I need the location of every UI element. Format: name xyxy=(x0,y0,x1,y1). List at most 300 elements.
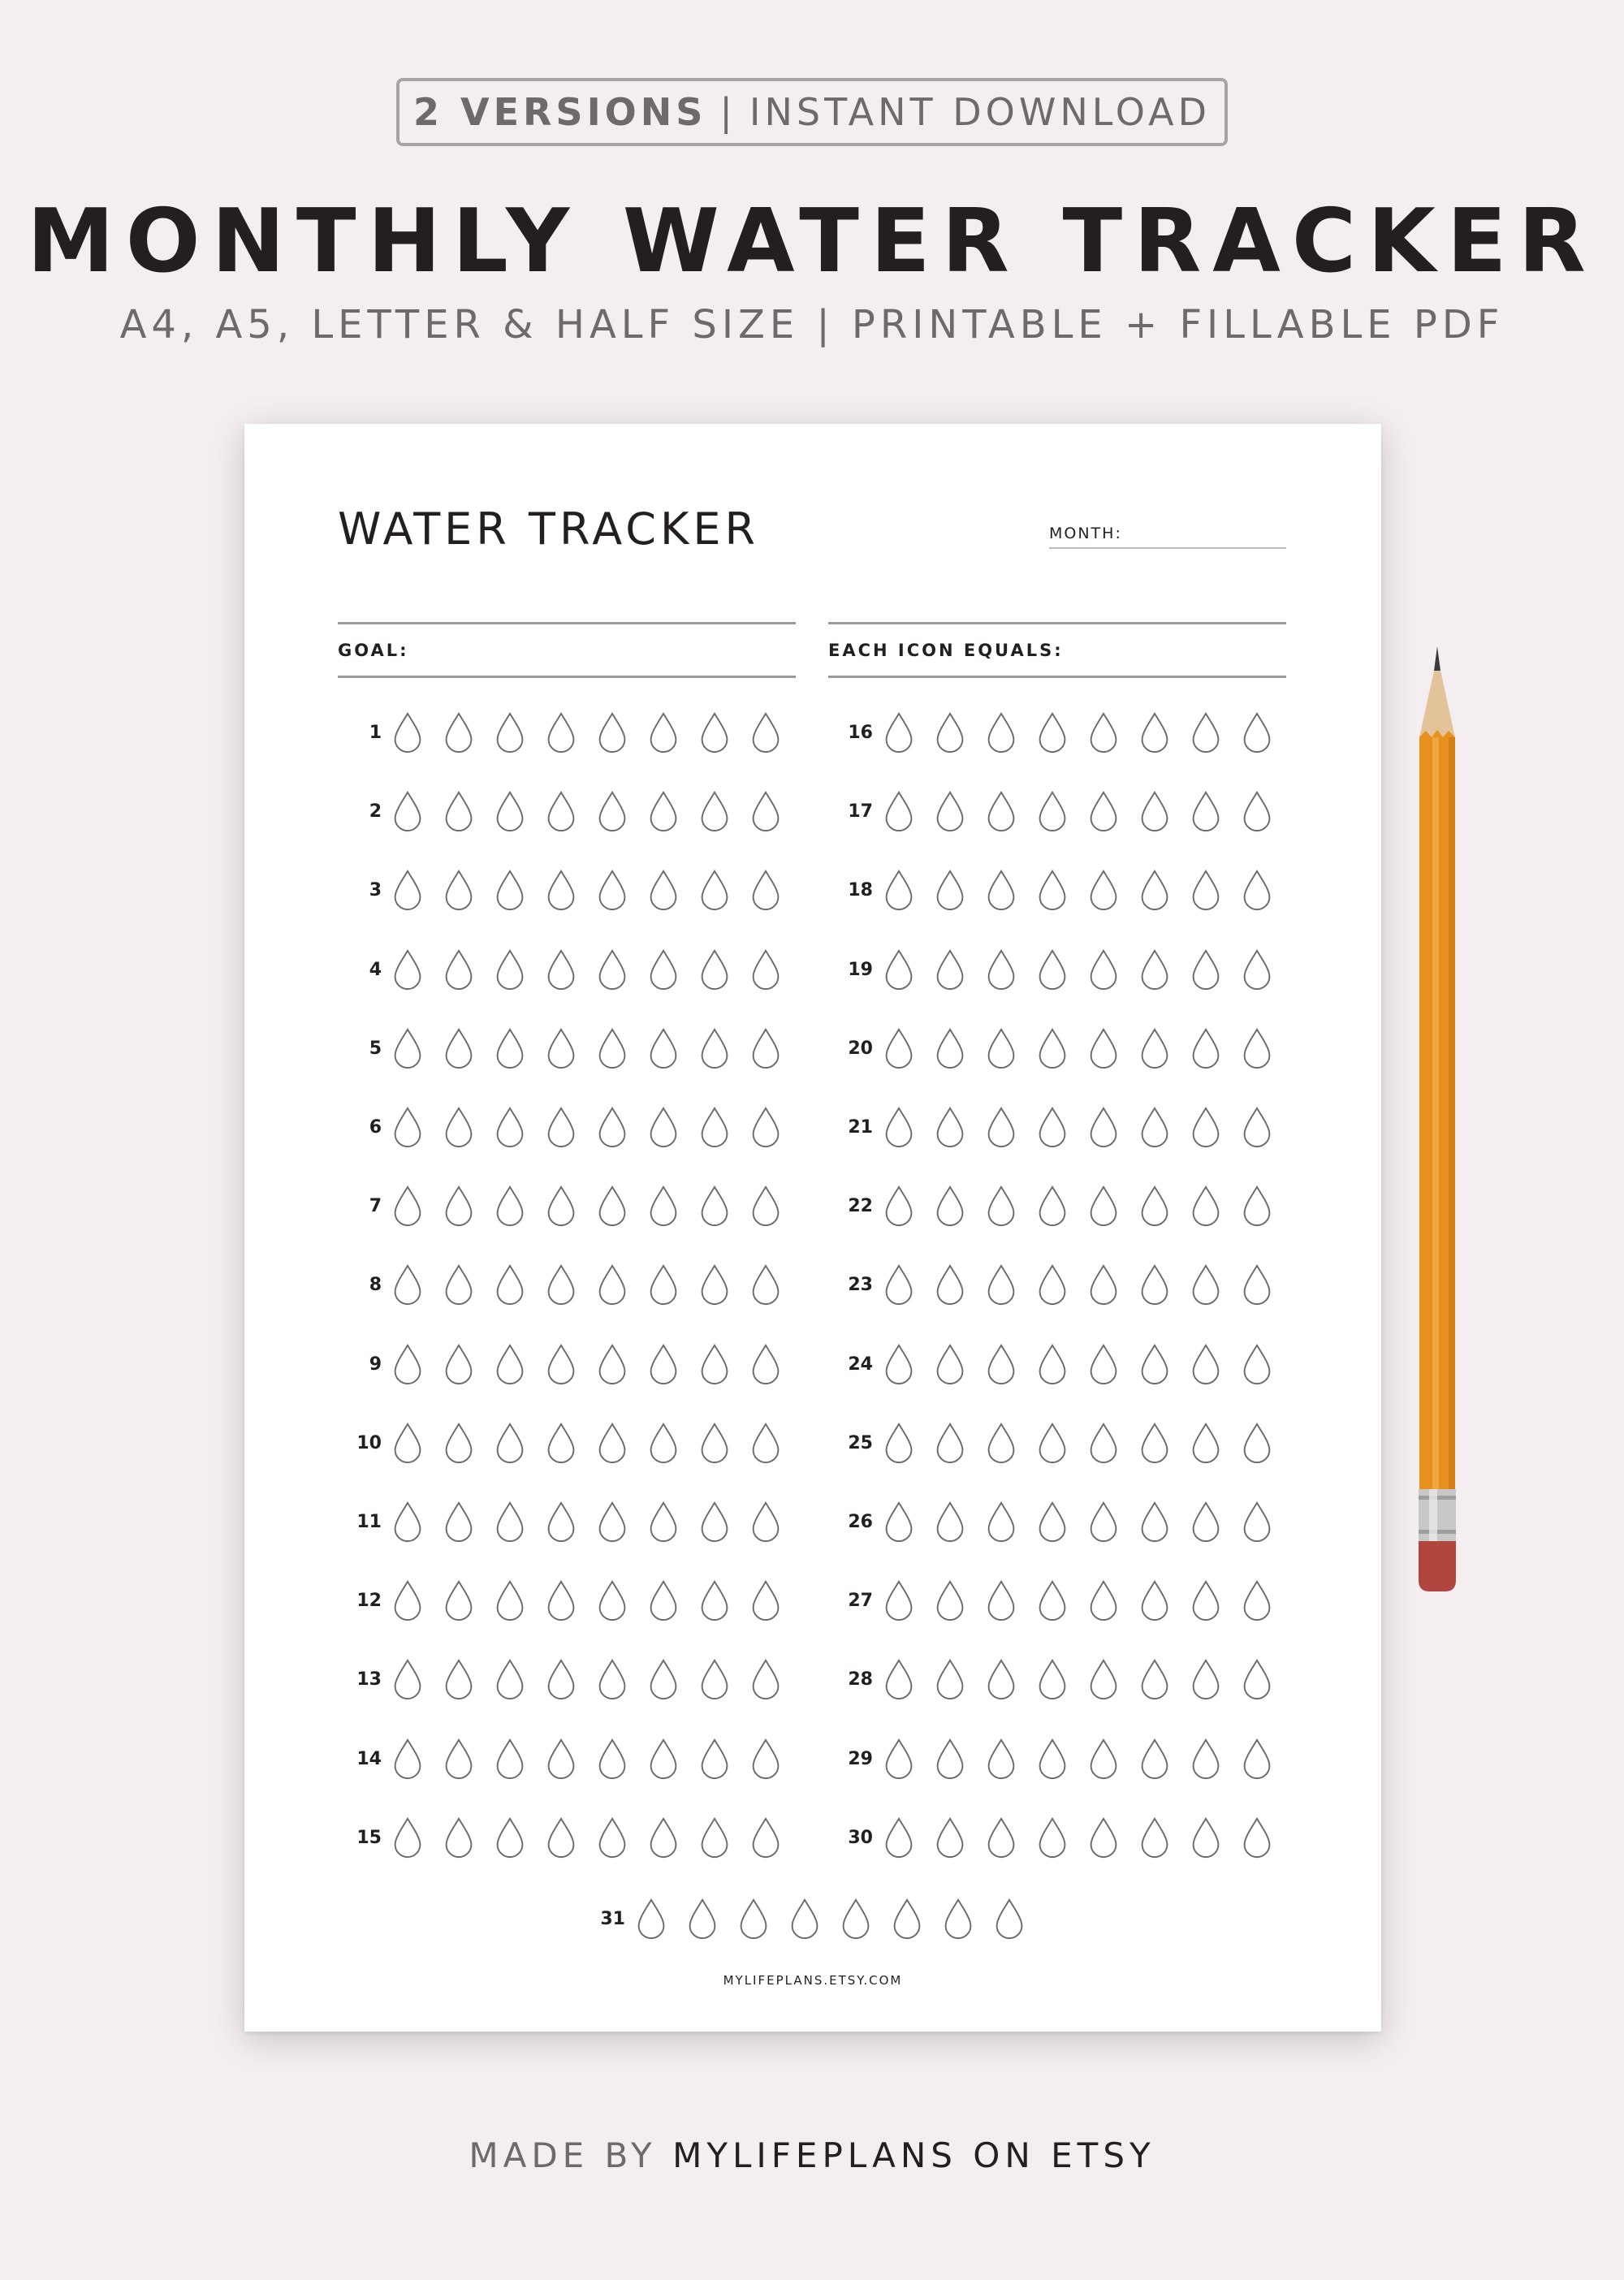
water-drop-icon[interactable] xyxy=(699,1028,730,1070)
water-drop-icon[interactable] xyxy=(1190,870,1221,912)
water-drop-icon[interactable] xyxy=(648,870,679,912)
water-drop-icon[interactable] xyxy=(840,1898,871,1941)
water-drop-icon[interactable] xyxy=(1037,1423,1068,1465)
water-drop-icon[interactable] xyxy=(1242,1659,1272,1701)
water-drop-icon[interactable] xyxy=(1190,1817,1221,1859)
water-drop-icon[interactable] xyxy=(935,1264,965,1306)
water-drop-icon[interactable] xyxy=(699,1423,730,1465)
water-drop-icon[interactable] xyxy=(392,1264,423,1306)
water-drop-icon[interactable] xyxy=(495,791,525,833)
water-drop-icon[interactable] xyxy=(750,1501,781,1544)
water-drop-icon[interactable] xyxy=(648,712,679,754)
water-drop-icon[interactable] xyxy=(1088,1028,1119,1070)
water-drop-icon[interactable] xyxy=(935,1107,965,1149)
day-number: 31 xyxy=(600,1909,625,1929)
water-drop-icon[interactable] xyxy=(597,712,628,754)
water-drop-icon[interactable] xyxy=(392,1738,423,1781)
water-drop-icon[interactable] xyxy=(935,1028,965,1070)
water-drop-icon[interactable] xyxy=(687,1898,718,1941)
water-drop-icon[interactable] xyxy=(1190,1423,1221,1465)
water-drop-icon[interactable] xyxy=(699,1107,730,1149)
icon-equals-bottom-rule[interactable] xyxy=(828,676,1286,678)
day-row xyxy=(325,1341,799,1389)
water-drop-icon[interactable] xyxy=(883,949,914,991)
day-number: 7 xyxy=(369,1196,382,1217)
water-drop-icon[interactable] xyxy=(935,712,965,754)
water-drop-icon[interactable] xyxy=(495,870,525,912)
water-drop-icon[interactable] xyxy=(883,1580,914,1622)
water-drop-icon[interactable] xyxy=(546,1659,577,1701)
water-drop-icon[interactable] xyxy=(986,712,1017,754)
day-row xyxy=(816,1261,1290,1310)
water-drop-icon[interactable] xyxy=(883,1738,914,1781)
water-drop-icon[interactable] xyxy=(883,1028,914,1070)
water-drop-icon[interactable] xyxy=(699,791,730,833)
water-drop-icon[interactable] xyxy=(883,870,914,912)
water-drop-icon[interactable] xyxy=(1037,1738,1068,1781)
water-drop-icon[interactable] xyxy=(443,791,474,833)
water-drop-icon[interactable] xyxy=(648,1107,679,1149)
water-drop-icon[interactable] xyxy=(935,791,965,833)
goal-label: GOAL: xyxy=(338,641,409,660)
water-drop-icon[interactable] xyxy=(986,1817,1017,1859)
water-drop-icon[interactable] xyxy=(935,1817,965,1859)
water-drop-icon[interactable] xyxy=(750,1738,781,1781)
water-drop-icon[interactable] xyxy=(443,870,474,912)
water-drop-icon[interactable] xyxy=(392,1501,423,1544)
water-drop-icon[interactable] xyxy=(597,1344,628,1386)
water-drop-icon[interactable] xyxy=(392,712,423,754)
water-drop-icon[interactable] xyxy=(986,1501,1017,1544)
sheet-title: WATER TRACKER xyxy=(338,503,760,555)
water-drop-icon[interactable] xyxy=(1037,1580,1068,1622)
water-drop-icon[interactable] xyxy=(1037,949,1068,991)
water-drop-icon[interactable] xyxy=(986,1185,1017,1228)
versions-label: 2 VERSIONS xyxy=(412,90,707,134)
water-drop-icon[interactable] xyxy=(495,1028,525,1070)
water-drop-icon[interactable] xyxy=(495,1738,525,1781)
water-drop-icon[interactable] xyxy=(986,1580,1017,1622)
day-row xyxy=(325,1419,799,1468)
water-drop-icon[interactable] xyxy=(1037,870,1068,912)
water-drop-icon[interactable] xyxy=(495,1107,525,1149)
water-drop-icon[interactable] xyxy=(1088,1185,1119,1228)
water-drop-icon[interactable] xyxy=(392,1107,423,1149)
water-drop-icon[interactable] xyxy=(597,1185,628,1228)
day-row xyxy=(325,1814,799,1863)
water-drop-icon[interactable] xyxy=(1139,1185,1170,1228)
water-drop-icon[interactable] xyxy=(443,1738,474,1781)
water-drop-icon[interactable] xyxy=(1242,1028,1272,1070)
water-drop-icon[interactable] xyxy=(750,1028,781,1070)
water-drop-icon[interactable] xyxy=(1139,1264,1170,1306)
water-drop-icon[interactable] xyxy=(1242,1738,1272,1781)
month-label: MONTH: xyxy=(1049,525,1122,542)
water-drop-icon[interactable] xyxy=(392,1817,423,1859)
water-drop-icon[interactable] xyxy=(597,1107,628,1149)
water-drop-icon[interactable] xyxy=(750,1264,781,1306)
water-drop-icon[interactable] xyxy=(750,1344,781,1386)
water-drop-icon[interactable] xyxy=(1088,1344,1119,1386)
water-drop-icon[interactable] xyxy=(1088,870,1119,912)
water-drop-icon[interactable] xyxy=(1088,949,1119,991)
water-drop-icon[interactable] xyxy=(597,949,628,991)
water-drop-icon[interactable] xyxy=(648,791,679,833)
day-row xyxy=(816,1025,1290,1073)
water-drop-icon[interactable] xyxy=(546,1580,577,1622)
day-row xyxy=(816,1656,1290,1704)
water-drop-icon[interactable] xyxy=(392,1344,423,1386)
day-number: 5 xyxy=(369,1038,382,1059)
water-drop-icon[interactable] xyxy=(1139,1817,1170,1859)
water-drop-icon[interactable] xyxy=(392,870,423,912)
water-drop-icon[interactable] xyxy=(699,1738,730,1781)
day-row xyxy=(325,1656,799,1704)
water-drop-icon[interactable] xyxy=(935,1738,965,1781)
day-row xyxy=(325,1498,799,1547)
water-drop-icon[interactable] xyxy=(648,1580,679,1622)
water-drop-icon[interactable] xyxy=(750,1580,781,1622)
water-drop-icon[interactable] xyxy=(750,712,781,754)
water-drop-icon[interactable] xyxy=(738,1898,769,1941)
water-drop-icon[interactable] xyxy=(935,1185,965,1228)
water-drop-icon[interactable] xyxy=(935,1580,965,1622)
water-drop-icon[interactable] xyxy=(750,949,781,991)
water-drop-icon[interactable] xyxy=(546,1501,577,1544)
water-drop-icon[interactable] xyxy=(597,1264,628,1306)
day-number: 1 xyxy=(369,723,382,743)
water-drop-icon[interactable] xyxy=(495,1817,525,1859)
water-drop-icon[interactable] xyxy=(1037,1817,1068,1859)
water-drop-icon[interactable] xyxy=(1037,1264,1068,1306)
water-drop-icon[interactable] xyxy=(935,1344,965,1386)
water-drop-icon[interactable] xyxy=(495,1659,525,1701)
icon-equals-label: EACH ICON EQUALS: xyxy=(828,641,1064,660)
day-number: 14 xyxy=(356,1748,382,1769)
water-drop-icon[interactable] xyxy=(648,1423,679,1465)
water-drop-icon[interactable] xyxy=(1037,791,1068,833)
day-row xyxy=(816,1577,1290,1626)
day-row xyxy=(325,1103,799,1152)
water-drop-icon[interactable] xyxy=(1190,1344,1221,1386)
badge-separator: | xyxy=(719,90,736,134)
water-drop-icon[interactable] xyxy=(392,791,423,833)
water-drop-icon[interactable] xyxy=(392,1659,423,1701)
water-drop-icon[interactable] xyxy=(986,791,1017,833)
water-drop-icon[interactable] xyxy=(1037,1185,1068,1228)
water-drop-icon[interactable] xyxy=(546,1817,577,1859)
water-drop-icon[interactable] xyxy=(943,1898,974,1941)
water-drop-icon[interactable] xyxy=(495,949,525,991)
month-field-line[interactable] xyxy=(1049,547,1286,549)
water-drop-icon[interactable] xyxy=(986,1028,1017,1070)
day-number: 8 xyxy=(369,1275,382,1296)
water-drop-icon[interactable] xyxy=(1190,1738,1221,1781)
water-drop-icon[interactable] xyxy=(1242,949,1272,991)
water-drop-icon[interactable] xyxy=(1088,1423,1119,1465)
water-drop-icon[interactable] xyxy=(935,949,965,991)
water-drop-icon[interactable] xyxy=(1139,1344,1170,1386)
water-drop-icon[interactable] xyxy=(883,1185,914,1228)
water-drop-icon[interactable] xyxy=(443,1817,474,1859)
water-drop-icon[interactable] xyxy=(1190,1028,1221,1070)
water-drop-icon[interactable] xyxy=(597,1423,628,1465)
water-drop-icon[interactable] xyxy=(935,1423,965,1465)
water-drop-icon[interactable] xyxy=(1242,1501,1272,1544)
water-drop-icon[interactable] xyxy=(443,1028,474,1070)
water-drop-icon[interactable] xyxy=(1088,1659,1119,1701)
day-row xyxy=(325,1182,799,1231)
water-drop-icon[interactable] xyxy=(1190,1580,1221,1622)
water-drop-icon[interactable] xyxy=(648,1185,679,1228)
day-number: 21 xyxy=(848,1117,873,1138)
water-drop-icon[interactable] xyxy=(699,1185,730,1228)
pencil-image xyxy=(1413,646,1462,1591)
water-drop-icon[interactable] xyxy=(546,1738,577,1781)
water-drop-icon[interactable] xyxy=(1139,1501,1170,1544)
water-drop-icon[interactable] xyxy=(392,1028,423,1070)
water-drop-icon[interactable] xyxy=(1242,1817,1272,1859)
water-drop-icon[interactable] xyxy=(495,1501,525,1544)
day-row xyxy=(816,1419,1290,1468)
water-drop-icon[interactable] xyxy=(636,1898,667,1941)
water-drop-icon[interactable] xyxy=(1190,1264,1221,1306)
water-drop-icon[interactable] xyxy=(1242,1423,1272,1465)
water-drop-icon[interactable] xyxy=(1088,1817,1119,1859)
water-drop-icon[interactable] xyxy=(1242,870,1272,912)
day-row xyxy=(816,866,1290,915)
water-drop-icon[interactable] xyxy=(883,1344,914,1386)
water-drop-icon[interactable] xyxy=(597,1501,628,1544)
water-drop-icon[interactable] xyxy=(883,1423,914,1465)
water-drop-icon[interactable] xyxy=(648,1817,679,1859)
day-number: 26 xyxy=(848,1512,873,1532)
water-drop-icon[interactable] xyxy=(443,1185,474,1228)
water-drop-icon[interactable] xyxy=(597,1028,628,1070)
day-row xyxy=(816,1341,1290,1389)
water-drop-icon[interactable] xyxy=(546,1028,577,1070)
water-drop-icon[interactable] xyxy=(1242,1107,1272,1149)
water-drop-icon[interactable] xyxy=(1242,791,1272,833)
icon-equals-top-rule xyxy=(828,622,1286,624)
water-drop-icon[interactable] xyxy=(1242,712,1272,754)
water-drop-icon[interactable] xyxy=(1190,1501,1221,1544)
water-drop-icon[interactable] xyxy=(1037,712,1068,754)
water-drop-icon[interactable] xyxy=(495,712,525,754)
day-row xyxy=(325,1735,799,1784)
water-drop-icon[interactable] xyxy=(1139,949,1170,991)
water-drop-icon[interactable] xyxy=(750,1185,781,1228)
water-drop-icon[interactable] xyxy=(1242,1344,1272,1386)
made-by-prefix: MADE BY xyxy=(469,2135,657,2175)
water-drop-icon[interactable] xyxy=(546,712,577,754)
water-drop-icon[interactable] xyxy=(495,1264,525,1306)
water-drop-icon[interactable] xyxy=(443,1107,474,1149)
water-drop-icon[interactable] xyxy=(443,1501,474,1544)
water-drop-icon[interactable] xyxy=(495,1423,525,1465)
water-drop-icon[interactable] xyxy=(392,1580,423,1622)
water-drop-icon[interactable] xyxy=(1088,712,1119,754)
goal-bottom-rule[interactable] xyxy=(338,676,796,678)
water-drop-icon[interactable] xyxy=(1139,1423,1170,1465)
day-number: 27 xyxy=(848,1591,873,1612)
water-drop-icon[interactable] xyxy=(1190,1107,1221,1149)
water-drop-icon[interactable] xyxy=(883,1107,914,1149)
water-drop-icon[interactable] xyxy=(597,1580,628,1622)
water-drop-icon[interactable] xyxy=(1037,1028,1068,1070)
water-drop-icon[interactable] xyxy=(392,1185,423,1228)
water-drop-icon[interactable] xyxy=(392,1423,423,1465)
water-drop-icon[interactable] xyxy=(1088,1738,1119,1781)
water-drop-icon[interactable] xyxy=(443,1580,474,1622)
day-row xyxy=(568,1895,1043,1944)
day-row xyxy=(816,946,1290,995)
water-drop-icon[interactable] xyxy=(1139,1028,1170,1070)
water-drop-icon[interactable] xyxy=(699,1659,730,1701)
day-number: 22 xyxy=(848,1196,873,1217)
water-drop-icon[interactable] xyxy=(648,1344,679,1386)
water-drop-icon[interactable] xyxy=(648,1264,679,1306)
water-drop-icon[interactable] xyxy=(935,1659,965,1701)
water-drop-icon[interactable] xyxy=(1037,1501,1068,1544)
water-drop-icon[interactable] xyxy=(546,1107,577,1149)
water-drop-icon[interactable] xyxy=(597,791,628,833)
water-drop-icon[interactable] xyxy=(597,1817,628,1859)
water-drop-icon[interactable] xyxy=(1139,1738,1170,1781)
water-drop-icon[interactable] xyxy=(789,1898,820,1941)
water-drop-icon[interactable] xyxy=(546,949,577,991)
water-drop-icon[interactable] xyxy=(648,949,679,991)
water-drop-icon[interactable] xyxy=(883,1659,914,1701)
water-drop-icon[interactable] xyxy=(1242,1185,1272,1228)
water-drop-icon[interactable] xyxy=(892,1898,922,1941)
water-drop-icon[interactable] xyxy=(546,1264,577,1306)
day-number: 13 xyxy=(356,1669,382,1691)
water-drop-icon[interactable] xyxy=(648,1659,679,1701)
water-drop-icon[interactable] xyxy=(1037,1344,1068,1386)
water-drop-icon[interactable] xyxy=(750,870,781,912)
water-drop-icon[interactable] xyxy=(495,1344,525,1386)
water-drop-icon[interactable] xyxy=(1139,1107,1170,1149)
water-drop-icon[interactable] xyxy=(699,712,730,754)
water-drop-icon[interactable] xyxy=(546,870,577,912)
water-drop-icon[interactable] xyxy=(883,1501,914,1544)
footer-url: MYLIFEPLANS.ETSY.COM xyxy=(723,1973,903,1988)
day-number: 12 xyxy=(356,1591,382,1612)
day-row xyxy=(325,788,799,836)
water-drop-icon[interactable] xyxy=(495,1580,525,1622)
water-drop-icon[interactable] xyxy=(443,949,474,991)
day-number: 20 xyxy=(848,1038,873,1059)
water-drop-icon[interactable] xyxy=(986,870,1017,912)
day-row xyxy=(325,1025,799,1073)
day-number: 2 xyxy=(369,801,382,823)
day-number: 29 xyxy=(848,1748,873,1769)
water-drop-icon[interactable] xyxy=(750,1659,781,1701)
water-drop-icon[interactable] xyxy=(1190,1185,1221,1228)
water-drop-icon[interactable] xyxy=(597,870,628,912)
water-drop-icon[interactable] xyxy=(1139,870,1170,912)
water-drop-icon[interactable] xyxy=(986,1738,1017,1781)
water-drop-icon[interactable] xyxy=(699,1817,730,1859)
water-drop-icon[interactable] xyxy=(443,1659,474,1701)
water-drop-icon[interactable] xyxy=(1139,1659,1170,1701)
water-drop-icon[interactable] xyxy=(883,791,914,833)
water-drop-icon[interactable] xyxy=(443,712,474,754)
water-drop-icon[interactable] xyxy=(648,1738,679,1781)
water-drop-icon[interactable] xyxy=(699,1344,730,1386)
water-drop-icon[interactable] xyxy=(986,1264,1017,1306)
water-drop-icon[interactable] xyxy=(1037,1107,1068,1149)
water-drop-icon[interactable] xyxy=(986,1344,1017,1386)
water-drop-icon[interactable] xyxy=(699,1501,730,1544)
water-drop-icon[interactable] xyxy=(750,1817,781,1859)
water-drop-icon[interactable] xyxy=(986,949,1017,991)
water-drop-icon[interactable] xyxy=(392,949,423,991)
water-drop-icon[interactable] xyxy=(699,870,730,912)
water-drop-icon[interactable] xyxy=(495,1185,525,1228)
subline: A4, A5, LETTER & HALF SIZE | PRINTABLE + FILLABLE PDF xyxy=(119,302,1505,348)
day-row xyxy=(325,1261,799,1310)
day-number: 17 xyxy=(848,801,873,823)
water-drop-icon[interactable] xyxy=(546,1423,577,1465)
water-drop-icon[interactable] xyxy=(443,1264,474,1306)
water-drop-icon[interactable] xyxy=(986,1659,1017,1701)
water-drop-icon[interactable] xyxy=(597,1738,628,1781)
water-drop-icon[interactable] xyxy=(994,1898,1025,1941)
water-drop-icon[interactable] xyxy=(1242,1580,1272,1622)
water-drop-icon[interactable] xyxy=(883,1817,914,1859)
water-drop-icon[interactable] xyxy=(699,1264,730,1306)
water-drop-icon[interactable] xyxy=(443,1423,474,1465)
water-drop-icon[interactable] xyxy=(648,1028,679,1070)
water-drop-icon[interactable] xyxy=(1088,1264,1119,1306)
water-drop-icon[interactable] xyxy=(1088,791,1119,833)
water-drop-icon[interactable] xyxy=(750,1423,781,1465)
water-drop-icon[interactable] xyxy=(935,1501,965,1544)
water-drop-icon[interactable] xyxy=(986,1107,1017,1149)
water-drop-icon[interactable] xyxy=(1190,949,1221,991)
water-drop-icon[interactable] xyxy=(597,1659,628,1701)
water-drop-icon[interactable] xyxy=(699,949,730,991)
water-drop-icon[interactable] xyxy=(935,870,965,912)
water-drop-icon[interactable] xyxy=(1190,712,1221,754)
water-drop-icon[interactable] xyxy=(750,1107,781,1149)
water-drop-icon[interactable] xyxy=(1139,791,1170,833)
water-drop-icon[interactable] xyxy=(1190,1659,1221,1701)
water-drop-icon[interactable] xyxy=(986,1423,1017,1465)
day-row xyxy=(816,1814,1290,1863)
water-drop-icon[interactable] xyxy=(1139,1580,1170,1622)
water-drop-icon[interactable] xyxy=(648,1501,679,1544)
water-drop-icon[interactable] xyxy=(1190,791,1221,833)
water-drop-icon[interactable] xyxy=(546,791,577,833)
water-drop-icon[interactable] xyxy=(750,791,781,833)
water-drop-icon[interactable] xyxy=(1037,1659,1068,1701)
water-drop-icon[interactable] xyxy=(443,1344,474,1386)
water-drop-icon[interactable] xyxy=(1088,1107,1119,1149)
water-drop-icon[interactable] xyxy=(1088,1580,1119,1622)
water-drop-icon[interactable] xyxy=(1139,712,1170,754)
water-drop-icon[interactable] xyxy=(546,1344,577,1386)
water-drop-icon[interactable] xyxy=(546,1185,577,1228)
water-drop-icon[interactable] xyxy=(1088,1501,1119,1544)
water-drop-icon[interactable] xyxy=(1242,1264,1272,1306)
day-row xyxy=(816,1735,1290,1784)
water-drop-icon[interactable] xyxy=(699,1580,730,1622)
water-drop-icon[interactable] xyxy=(883,712,914,754)
water-drop-icon[interactable] xyxy=(883,1264,914,1306)
